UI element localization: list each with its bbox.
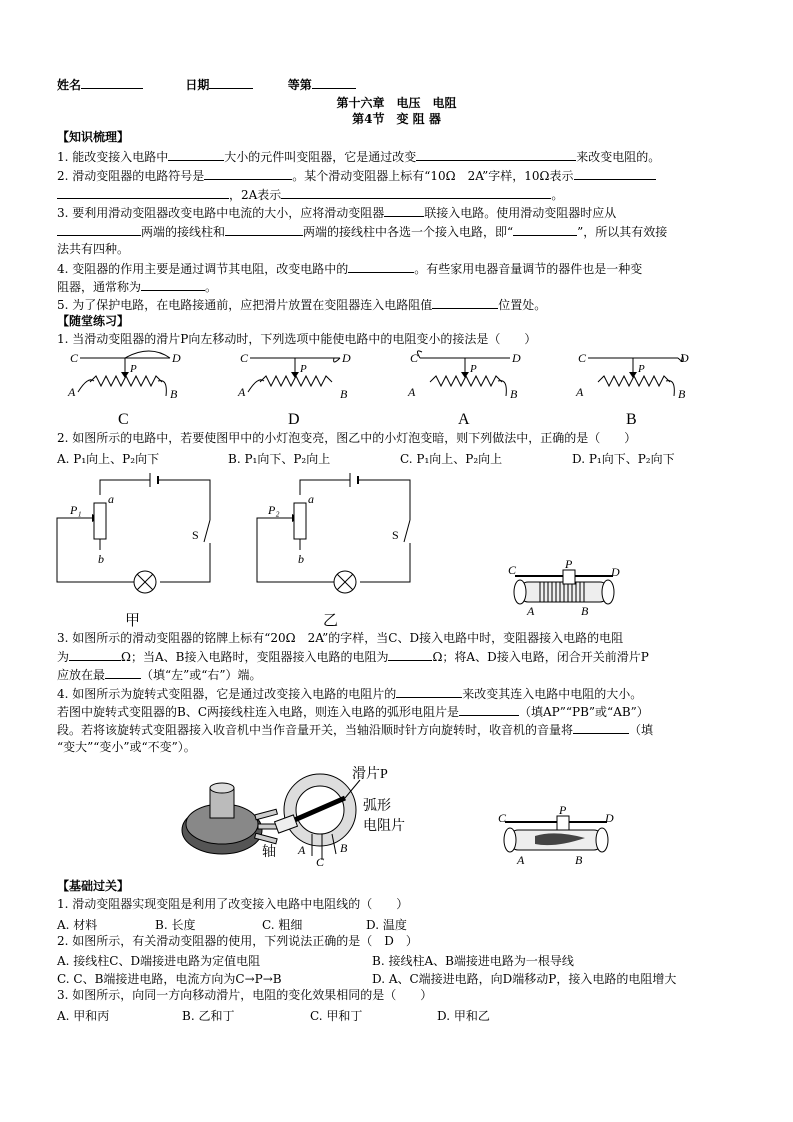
blank[interactable] (396, 686, 462, 698)
term-b: B (575, 853, 583, 867)
rotary-figures (0, 760, 793, 872)
grade-label: 等第 (287, 78, 312, 92)
label-s: S (392, 528, 399, 542)
term-a: A (238, 385, 246, 399)
basic-q2-option-b[interactable]: B. 接线柱A、B端接进电路为一根导线 (372, 954, 574, 968)
blank[interactable] (574, 168, 656, 180)
knowledge-q4: 4. 变阻器的作用主要是通过调节其电阻，改变电路中的 。有些家用电器音量调节的器件也是一种变 (57, 262, 643, 276)
chapter-title: 第十六章 电压 电阻 (336, 96, 457, 110)
basic-q2-option-c[interactable]: C. C、B端接进电路，电流方向为C→P→B (57, 972, 282, 986)
blank[interactable] (168, 149, 224, 161)
term-a: A (408, 385, 416, 399)
label-p1: P₁ (70, 503, 82, 517)
term-d: D (512, 351, 521, 365)
date-label: 日期 (185, 78, 210, 92)
term-p: P (559, 803, 567, 817)
term-d: D (680, 351, 689, 365)
basic-q1-option-d[interactable]: D. 温度 (366, 918, 407, 932)
knowledge-q4-cont: 阻器，通常称为 。 (57, 280, 218, 294)
term-b: B (340, 387, 348, 401)
rheostat-drawing-2 (498, 803, 614, 867)
header-line (57, 77, 356, 92)
name-blank[interactable] (81, 77, 143, 89)
term-a: A (517, 853, 525, 867)
potentiometer-photo (182, 783, 280, 854)
term-d: D (605, 811, 614, 825)
label-s: S (192, 528, 199, 542)
circuit-diagrams (0, 465, 793, 630)
term-p: P (565, 557, 573, 571)
practice-q4-end: “变大”“变小”或“不变”）。 (57, 740, 196, 754)
practice-q3-end: 应放在最 （填“左”或“右”）端。 (57, 668, 262, 682)
q2-option-b[interactable]: B. P₁向下、P₂向上 (228, 452, 331, 466)
knowledge-q1: 1. 能改变接入电路中 大小的元件叫变阻器，它是通过改变 来改变电阻的。 (57, 150, 661, 164)
label-arc: 弧形 (363, 799, 391, 814)
blank[interactable] (69, 649, 121, 661)
term-a: A (68, 385, 76, 399)
term-c: C (70, 351, 79, 365)
blank[interactable] (388, 649, 432, 661)
term-p: P (130, 363, 137, 375)
term-c: C (240, 351, 249, 365)
term-a: A (576, 385, 584, 399)
blank[interactable] (225, 224, 303, 236)
knowledge-q5: 5. 为了保护电路，在电路接通前，应把滑片放置在变阻器连入电路阻值 位置处。 (57, 298, 547, 312)
knowledge-q2: 2. 滑动变阻器的电路符号是 。某个滑动变阻器上标有“10Ω 2A”字样，10Ω表示 (57, 168, 656, 183)
term-b: B (678, 387, 686, 401)
label-jia: 甲 (125, 613, 141, 629)
basic-q2-option-d[interactable]: D. A、C端接进电路，向D端移动P，接入电路的电阻增大 (372, 972, 677, 986)
blank[interactable] (416, 149, 576, 161)
label-shaft: 轴 (262, 845, 276, 860)
figure-c (67, 351, 181, 428)
rheostat-connection-figures (0, 348, 793, 430)
blank[interactable] (513, 224, 577, 236)
blank[interactable] (141, 279, 205, 291)
label-c: C (316, 855, 325, 869)
practice-q3-cont: 为 Ω；当A、B接入电路时，变阻器接入电路的电阻为 Ω；将A、D接入电路，闭合开关前滑片P (57, 650, 649, 664)
figure-a (407, 351, 521, 428)
basic-q2-option-a[interactable]: A. 接线柱C、D端接进电路为定值电阻 (57, 954, 261, 968)
basic-q1-option-c[interactable]: C. 粗细 (262, 918, 303, 932)
blank[interactable] (432, 297, 498, 309)
blank[interactable] (281, 187, 551, 199)
figure-label: A (458, 411, 470, 428)
basic-heading: 【基础过关】 (57, 879, 130, 893)
term-b: B (581, 604, 589, 618)
term-p: P (638, 363, 645, 375)
blank[interactable] (57, 187, 229, 199)
term-c: C (508, 563, 517, 577)
blank[interactable] (459, 704, 519, 716)
term-d: D (172, 351, 181, 365)
basic-q1-option-a[interactable]: A. 材料 (57, 918, 98, 932)
practice-q3: 3. 如图所示的滑动变阻器的铭牌上标有“20Ω 2A”的字样，当C、D接入电路中时，变阻器接入电路的电阻 (57, 631, 624, 645)
term-p: P (470, 363, 477, 375)
label-slider: 滑片P (352, 767, 388, 782)
basic-q2: 2. 如图所示，有关滑动变阻器的使用，下列说法正确的是（ D ） (57, 934, 418, 948)
q2-option-d[interactable]: D. P₁向下、P₂向下 (572, 452, 675, 466)
term-b: B (510, 387, 518, 401)
term-b: B (170, 387, 178, 401)
label-b: b (298, 552, 304, 566)
basic-q3-option-a[interactable]: A. 甲和丙 (57, 1009, 110, 1023)
knowledge-q3-end: 法共有四种。 (57, 242, 130, 256)
figure-d (237, 351, 351, 428)
blank[interactable] (384, 205, 424, 217)
label-b: b (98, 552, 104, 566)
label-a: a (108, 492, 114, 506)
label-b: B (340, 841, 348, 855)
label-arc-piece: 电阻片 (363, 819, 405, 834)
blank[interactable] (204, 168, 292, 180)
section-title: 第4节 变 阻 器 (352, 112, 441, 126)
basic-q3-option-d[interactable]: D. 甲和乙 (437, 1009, 490, 1023)
q2-option-a[interactable]: A. P₁向上、P₂向下 (57, 452, 160, 466)
figure-label: C (118, 411, 129, 428)
blank[interactable] (57, 224, 141, 236)
rheostat-drawing-1 (508, 557, 620, 618)
knowledge-q3-cont: 两端的接线柱和 两端的接线柱中各选一个接入电路，即“ ”，所以其有效接 (57, 224, 667, 239)
circuit-yi (257, 473, 410, 629)
blank[interactable] (105, 667, 141, 679)
name-label: 姓名 (57, 78, 82, 92)
knowledge-heading: 【知识梳理】 (57, 130, 130, 144)
basic-q1-option-b[interactable]: B. 长度 (155, 918, 196, 932)
knowledge-q2-cont: ，2A表示 。 (57, 187, 563, 202)
grade-blank[interactable] (312, 77, 356, 89)
term-d: D (342, 351, 351, 365)
q2-option-c[interactable]: C. P₁向上、P₂向上 (400, 452, 503, 466)
blank[interactable] (573, 722, 629, 734)
label-p2: P₂ (268, 503, 280, 517)
rotary-diagram (262, 765, 405, 869)
label-a: a (308, 492, 314, 506)
basic-q1: 1. 滑动变阻器实现变阻是利用了改变接入电路中电阻线的（ ） (57, 897, 409, 911)
practice-q4-cont: 若图中旋转式变阻器的B、C两接线柱连入电路，则连入电路的弧形电阻片是 （填AP”“PB”或“AB”） (57, 705, 649, 719)
term-c: C (578, 351, 587, 365)
label-a: A (298, 843, 306, 857)
term-c: C (498, 811, 507, 825)
practice-q4-cont2: 段。若将该旋转式变阻器接入收音机中当作音量开关，当轴沿顺时针方向旋转时，收音机的音量将 （填 (57, 723, 654, 737)
blank[interactable] (348, 261, 414, 273)
basic-q3: 3. 如图所示，向同一方向移动滑片，电阻的变化效果相同的是（ ） (57, 988, 433, 1002)
practice-q2: 2. 如图所示的电路中，若要使图甲中的小灯泡变亮，图乙中的小灯泡变暗，则下列做法中，正确的是（ ） (57, 431, 637, 445)
practice-q1: 1. 当滑动变阻器的滑片P向左移动时，下列选项中能使电路中的电阻变小的接法是（ ） (57, 332, 537, 346)
basic-q3-option-b[interactable]: B. 乙和丁 (182, 1009, 235, 1023)
term-p: P (300, 363, 307, 375)
figure-label: B (626, 411, 637, 428)
term-d: D (611, 565, 620, 579)
knowledge-q3: 3. 要利用滑动变阻器改变电路中电流的大小，应将滑动变阻器 联接入电路。使用滑动变阻器时应从 (57, 206, 617, 220)
practice-heading: 【随堂练习】 (57, 314, 130, 328)
figure-label: D (288, 411, 300, 428)
basic-q3-option-c[interactable]: C. 甲和丁 (310, 1009, 363, 1023)
figure-b (575, 351, 689, 428)
term-a: A (527, 604, 535, 618)
practice-q4: 4. 如图所示为旋转式变阻器，它是通过改变接入电路的电阻片的 来改变其连入电路中电阻的大小。 (57, 687, 643, 701)
term-c: C (410, 351, 419, 365)
date-blank[interactable] (209, 77, 253, 89)
label-yi: 乙 (323, 613, 339, 629)
circuit-jia (57, 473, 210, 629)
